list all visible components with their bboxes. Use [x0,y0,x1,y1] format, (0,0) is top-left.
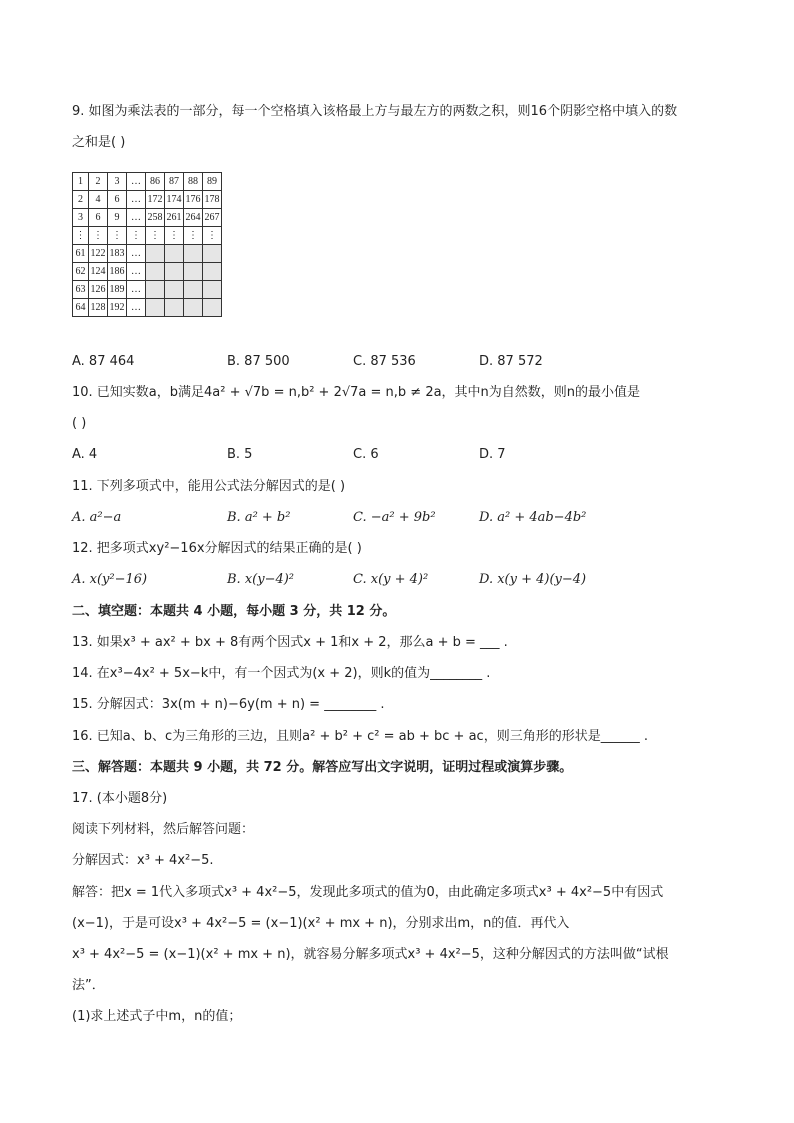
table-row [73,281,222,299]
shaded-cell [184,245,203,263]
q11-option-b[interactable]: B. a² + b² [227,510,291,525]
table-row [73,173,222,191]
table-cell: ⋮ [203,227,222,245]
q14-stem: 14. 在x³−4x² + 5x−k中，有一个因式为(x + 2)，则k的值为________ . [72,666,491,681]
table-cell: 64 [73,299,89,317]
table-cell: 261 [165,209,184,227]
table-cell: … [127,245,146,263]
q10-option-c[interactable]: C. 6 [353,447,379,462]
shaded-cell [146,263,165,281]
table-cell: 176 [184,191,203,209]
shaded-cell [203,263,222,281]
table-cell: 63 [73,281,89,299]
q17-title: 17. (本小题8分) [72,791,168,806]
table-cell: … [127,263,146,281]
shaded-cell [165,281,184,299]
shaded-cell [184,281,203,299]
table-cell: 192 [108,299,127,317]
shaded-cell [203,299,222,317]
q10-stem-line1: 10. 已知实数a，b满足4a² + √7b = n,b² + 2√7a = n,b ≠ 2a，其中n为自然数，则n的最小值是 [72,385,641,400]
shaded-cell [146,299,165,317]
table-row [73,191,222,209]
q11-option-d[interactable]: D. a² + 4ab−4b² [479,510,587,525]
table-cell: ⋮ [89,227,108,245]
table-cell: 124 [89,263,108,281]
q12-option-b[interactable]: B. x(y−4)² [227,572,295,587]
table-cell: 62 [73,263,89,281]
table-row [73,227,222,245]
table-cell: 88 [184,173,203,191]
table-cell: 258 [146,209,165,227]
q9-stem-line1: 9. 如图为乘法表的一部分，每一个空格填入该格最上方与最左方的两数之积，则16个阴影空格中填入的数 [72,104,678,119]
q17-line6: 法”． [72,978,105,993]
table-cell: ⋮ [73,227,89,245]
table-cell: 174 [165,191,184,209]
q9-option-d[interactable]: D. 87 572 [479,354,543,369]
table-cell: 4 [89,191,108,209]
table-cell: 189 [108,281,127,299]
q10-option-d[interactable]: D. 7 [479,447,506,462]
table-cell: 172 [146,191,165,209]
q9-options [72,353,732,371]
shaded-cell [184,263,203,281]
table-cell: ⋮ [184,227,203,245]
q11-stem: 11. 下列多项式中，能用公式法分解因式的是( ) [72,479,346,494]
table-row [73,263,222,281]
table-cell: 2 [73,191,89,209]
table-cell: 264 [184,209,203,227]
shaded-cell [165,299,184,317]
table-cell: 186 [108,263,127,281]
q9-stem-line2: 之和是( ) [72,135,126,150]
q17-line5: x³ + 4x²−5 = (x−1)(x² + mx + n)，就容易分解多项式x³ + 4x²−5，这种分解因式的方法叫做“试根 [72,947,669,962]
q11-option-c[interactable]: C. −a² + 9b² [353,510,436,525]
table-cell: … [127,299,146,317]
q12-option-a[interactable]: A. x(y²−16) [72,572,148,587]
table-row [73,299,222,317]
shaded-cell [146,281,165,299]
q10-stem-line2: ( ) [72,416,87,431]
table-row [73,209,222,227]
table-cell: 1 [73,173,89,191]
q12-option-d[interactable]: D. x(y + 4)(y−4) [479,572,587,587]
q17-line7: (1)求上述式子中m，n的值； [72,1009,242,1024]
section-3-heading: 三、解答题：本题共 9 小题，共 72 分。解答应写出文字说明，证明过程或演算步骤。 [72,760,573,775]
table-cell: 178 [203,191,222,209]
table-cell: 6 [108,191,127,209]
table-cell: 86 [146,173,165,191]
q9-option-b[interactable]: B. 87 500 [227,354,290,369]
q17-line4: (x−1)，于是可设x³ + 4x²−5 = (x−1)(x² + mx + n)，分别求出m，n的值．再代入 [72,916,570,931]
table-cell: 3 [73,209,89,227]
table-cell: ⋮ [165,227,184,245]
table-cell: 2 [89,173,108,191]
table-cell: ⋮ [127,227,146,245]
table-cell: 9 [108,209,127,227]
table-cell: 128 [89,299,108,317]
table-cell: 89 [203,173,222,191]
multiplication-table [72,172,222,317]
table-cell: … [127,173,146,191]
shaded-cell [165,245,184,263]
shaded-cell [184,299,203,317]
q12-stem: 12. 把多项式xy²−16x分解因式的结果正确的是( ) [72,541,362,556]
table-cell: … [127,191,146,209]
q12-option-c[interactable]: C. x(y + 4)² [353,572,429,587]
q13-stem: 13. 如果x³ + ax² + bx + 8有两个因式x + 1和x + 2，那么a + b = ___ . [72,635,508,650]
table-cell: … [127,281,146,299]
table-cell: … [127,209,146,227]
shaded-cell [146,245,165,263]
q17-line3: 解答：把x = 1代入多项式x³ + 4x²−5，发现此多项式的值为0，由此确定多项式x³ + 4x²−5中有因式 [72,885,664,900]
table-cell: 122 [89,245,108,263]
q12-options [72,571,732,589]
q16-stem: 16. 已知a、b、c为三角形的三边，且则a² + b² + c² = ab + bc + ac，则三角形的形状是______ . [72,729,648,744]
table-cell: 3 [108,173,127,191]
q15-stem: 15. 分解因式：3x(m + n)−6y(m + n) = ________ . [72,697,385,712]
q11-options [72,509,732,527]
q10-options [72,446,732,464]
q9-option-c[interactable]: C. 87 536 [353,354,416,369]
table-cell: 267 [203,209,222,227]
table-cell: 61 [73,245,89,263]
table-cell: 87 [165,173,184,191]
table-cell: 126 [89,281,108,299]
q9-option-a[interactable]: A. 87 464 [72,354,135,369]
multiplication-table-wrap [72,172,230,330]
q17-line2: 分解因式：x³ + 4x²−5. [72,853,214,868]
shaded-cell [165,263,184,281]
table-cell: ⋮ [146,227,165,245]
table-cell: ⋮ [108,227,127,245]
shaded-cell [203,281,222,299]
table-cell: 183 [108,245,127,263]
table-cell: 6 [89,209,108,227]
shaded-cell [203,245,222,263]
section-2-heading: 二、填空题：本题共 4 小题，每小题 3 分，共 12 分。 [72,604,396,619]
table-row [73,245,222,263]
q17-line1: 阅读下列材料，然后解答问题： [72,822,255,837]
q10-option-b[interactable]: B. 5 [227,447,253,462]
q11-option-a[interactable]: A. a²−a [72,510,122,525]
q10-option-a[interactable]: A. 4 [72,447,98,462]
